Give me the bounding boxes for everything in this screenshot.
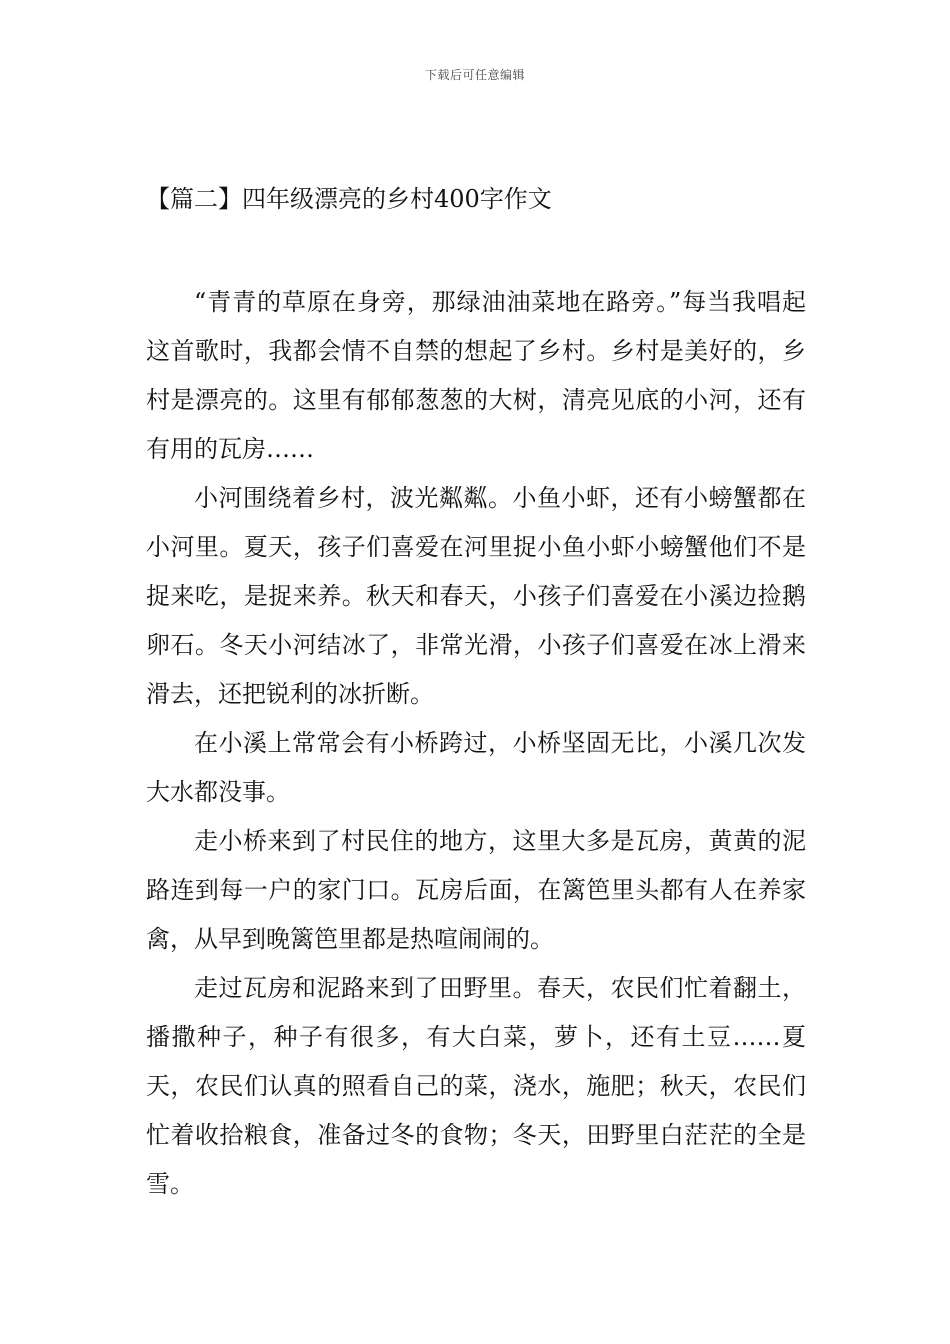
paragraph-5: 走过瓦房和泥路来到了田野里。春天，农民们忙着翻土，播撒种子，种子有很多，有大白菜，萝卜，还有土豆……夏天，农民们认真的照看自己的菜，浇水，施肥；秋天，农民们忙着收拾粮食，准备过冬的食物；冬天，田野里白茫茫的全是雪。: [146, 974, 806, 1198]
document-body: [146, 278, 806, 1209]
paragraph-4: 走小桥来到了村民住的地方，这里大多是瓦房，黄黄的泥路连到每一户的家门口。瓦房后面，在篱笆里头都有人在养家禽，从早到晚篱笆里都是热喧闹闹的。: [146, 827, 806, 953]
paragraph-1: “青青的草原在身旁，那绿油油菜地在路旁。”每当我唱起这首歌时，我都会情不自禁的想起了乡村。乡村是美好的，乡村是漂亮的。这里有郁郁葱葱的大树，清亮见底的小河，还有有用的瓦房……: [146, 288, 806, 463]
document-title: 【篇二】四年级漂亮的乡村400字作文: [146, 185, 552, 213]
paragraph-3: 在小溪上常常会有小桥跨过，小桥坚固无比，小溪几次发大水都没事。: [146, 729, 806, 806]
paragraph-2: 小河围绕着乡村，波光粼粼。小鱼小虾，还有小螃蟹都在小河里。夏天，孩子们喜爱在河里捉小鱼小虾小螃蟹他们不是捉来吃，是捉来养。秋天和春天，小孩子们喜爱在小溪边捡鹅卵石。冬天小河结冰了，非常光滑，小孩子们喜爱在冰上滑来滑去，还把锐利的冰折断。: [146, 484, 806, 708]
header-note: 下载后可任意编辑: [424, 68, 525, 82]
